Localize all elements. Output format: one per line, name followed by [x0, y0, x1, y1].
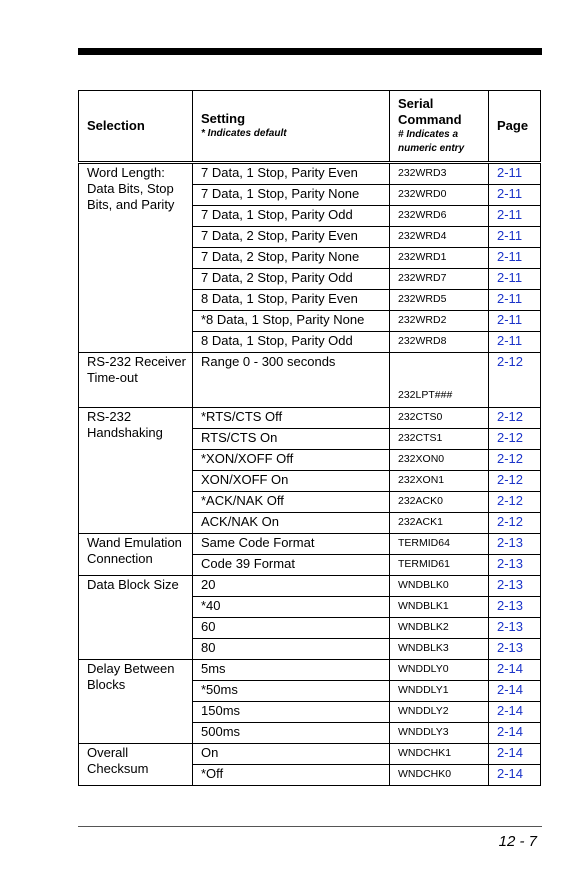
page-link[interactable]: 2-11 — [489, 248, 541, 269]
command-cell: 232WRD6 — [390, 206, 489, 227]
page-link[interactable]: 2-11 — [489, 311, 541, 332]
selection-cell: Overall Checksum — [79, 744, 193, 786]
command-cell: WNDDLY1 — [390, 681, 489, 702]
page-link[interactable]: 2-11 — [489, 206, 541, 227]
command-cell: 232WRD8 — [390, 332, 489, 353]
page-number: 12 - 7 — [498, 833, 537, 850]
setting-cell: 8 Data, 1 Stop, Parity Even — [193, 290, 390, 311]
command-cell: WNDCHK0 — [390, 765, 489, 786]
command-cell: 232WRD4 — [390, 227, 489, 248]
setting-cell: XON/XOFF On — [193, 471, 390, 492]
page-link[interactable]: 2-11 — [489, 185, 541, 206]
command-cell: 232CTS0 — [390, 408, 489, 429]
setting-cell: 7 Data, 2 Stop, Parity None — [193, 248, 390, 269]
setting-cell: RTS/CTS On — [193, 429, 390, 450]
page-link[interactable]: 2-12 — [489, 513, 541, 534]
table-row — [79, 534, 541, 555]
table-row — [79, 576, 541, 597]
setting-cell: 150ms — [193, 702, 390, 723]
header-command-note1: # Indicates a — [398, 129, 459, 140]
command-cell: 232ACK0 — [390, 492, 489, 513]
command-cell: TERMID64 — [390, 534, 489, 555]
setting-cell: 7 Data, 2 Stop, Parity Odd — [193, 269, 390, 290]
header-setting-note: * Indicates default — [201, 128, 287, 139]
selection-cell: Word Length: Data Bits, Stop Bits, and Parity — [79, 163, 193, 353]
page-link[interactable]: 2-13 — [489, 618, 541, 639]
setting-cell: 500ms — [193, 723, 390, 744]
page-link[interactable]: 2-13 — [489, 534, 541, 555]
header-command — [390, 91, 489, 163]
command-cell: WNDDLY3 — [390, 723, 489, 744]
page-link[interactable]: 2-11 — [489, 269, 541, 290]
setting-cell: Code 39 Format — [193, 555, 390, 576]
setting-cell: *50ms — [193, 681, 390, 702]
page-link[interactable]: 2-11 — [489, 332, 541, 353]
table-row — [79, 408, 541, 429]
page-link[interactable]: 2-14 — [489, 681, 541, 702]
setting-cell: On — [193, 744, 390, 765]
top-rule — [78, 48, 542, 55]
page-link[interactable]: 2-13 — [489, 555, 541, 576]
setting-cell: *Off — [193, 765, 390, 786]
table-row — [79, 744, 541, 765]
setting-cell: 80 — [193, 639, 390, 660]
setting-cell: 7 Data, 1 Stop, Parity Even — [193, 163, 390, 185]
command-cell: WNDDLY0 — [390, 660, 489, 681]
command-cell: 232ACK1 — [390, 513, 489, 534]
page-link[interactable]: 2-12 — [489, 492, 541, 513]
command-cell: WNDDLY2 — [390, 702, 489, 723]
command-cell: TERMID61 — [390, 555, 489, 576]
command-cell: WNDBLK2 — [390, 618, 489, 639]
selection-cell: Wand Emulation Connection — [79, 534, 193, 576]
command-cell: WNDBLK1 — [390, 597, 489, 618]
page-link[interactable]: 2-12 — [489, 471, 541, 492]
command-cell: 232XON1 — [390, 471, 489, 492]
command-cell: 232WRD3 — [390, 163, 489, 185]
page-link[interactable]: 2-12 — [489, 408, 541, 429]
table-row — [79, 163, 541, 185]
setting-cell: *8 Data, 1 Stop, Parity None — [193, 311, 390, 332]
page-link[interactable]: 2-11 — [489, 227, 541, 248]
setting-cell: *40 — [193, 597, 390, 618]
setting-cell: 5ms — [193, 660, 390, 681]
command-cell: 232WRD2 — [390, 311, 489, 332]
page-link[interactable]: 2-14 — [489, 744, 541, 765]
page-link[interactable]: 2-13 — [489, 597, 541, 618]
table-body — [79, 163, 541, 786]
setting-cell: ACK/NAK On — [193, 513, 390, 534]
page-link[interactable]: 2-13 — [489, 576, 541, 597]
table-header-row — [79, 91, 541, 163]
setting-cell: *RTS/CTS Off — [193, 408, 390, 429]
setting-cell: *ACK/NAK Off — [193, 492, 390, 513]
command-cell: 232WRD5 — [390, 290, 489, 311]
setting-cell: *XON/XOFF Off — [193, 450, 390, 471]
page-link[interactable]: 2-11 — [489, 290, 541, 311]
page-link[interactable]: 2-14 — [489, 660, 541, 681]
command-cell: 232LPT### — [390, 353, 489, 408]
header-selection: Selection — [79, 91, 193, 163]
setting-cell: 20 — [193, 576, 390, 597]
command-cell: 232WRD7 — [390, 269, 489, 290]
command-cell: 232WRD0 — [390, 185, 489, 206]
header-command-note2: numeric entry — [398, 143, 465, 154]
setting-cell: 8 Data, 1 Stop, Parity Odd — [193, 332, 390, 353]
command-cell: 232XON0 — [390, 450, 489, 471]
page-link[interactable]: 2-12 — [489, 429, 541, 450]
table-row — [79, 353, 541, 408]
command-cell: WNDCHK1 — [390, 744, 489, 765]
header-setting — [193, 91, 390, 163]
setting-cell: 7 Data, 1 Stop, Parity None — [193, 185, 390, 206]
command-cell: 232WRD1 — [390, 248, 489, 269]
header-setting-label: Setting — [201, 111, 246, 126]
table-row — [79, 660, 541, 681]
page-link[interactable]: 2-14 — [489, 765, 541, 786]
setting-cell: 7 Data, 1 Stop, Parity Odd — [193, 206, 390, 227]
page-link[interactable]: 2-12 — [489, 450, 541, 471]
command-cell: WNDBLK0 — [390, 576, 489, 597]
bottom-rule — [78, 826, 542, 827]
command-cell: WNDBLK3 — [390, 639, 489, 660]
page-link[interactable]: 2-13 — [489, 639, 541, 660]
setting-cell: Same Code Format — [193, 534, 390, 555]
setting-cell: Range 0 - 300 seconds — [193, 353, 390, 408]
header-command-line1: Serial — [398, 96, 434, 111]
command-cell: 232CTS1 — [390, 429, 489, 450]
page-link[interactable]: 2-12 — [489, 353, 541, 408]
header-page: Page — [489, 91, 541, 163]
selection-cell: Delay Between Blocks — [79, 660, 193, 744]
selection-cell: RS-232 Handshaking — [79, 408, 193, 534]
selection-cell: Data Block Size — [79, 576, 193, 660]
header-command-line2: Command — [398, 112, 462, 127]
page-link[interactable]: 2-11 — [489, 163, 541, 185]
serial-command-table — [78, 90, 541, 786]
setting-cell: 7 Data, 2 Stop, Parity Even — [193, 227, 390, 248]
setting-cell: 60 — [193, 618, 390, 639]
page-link[interactable]: 2-14 — [489, 723, 541, 744]
selection-cell: RS-232 Receiver Time-out — [79, 353, 193, 408]
page-link[interactable]: 2-14 — [489, 702, 541, 723]
